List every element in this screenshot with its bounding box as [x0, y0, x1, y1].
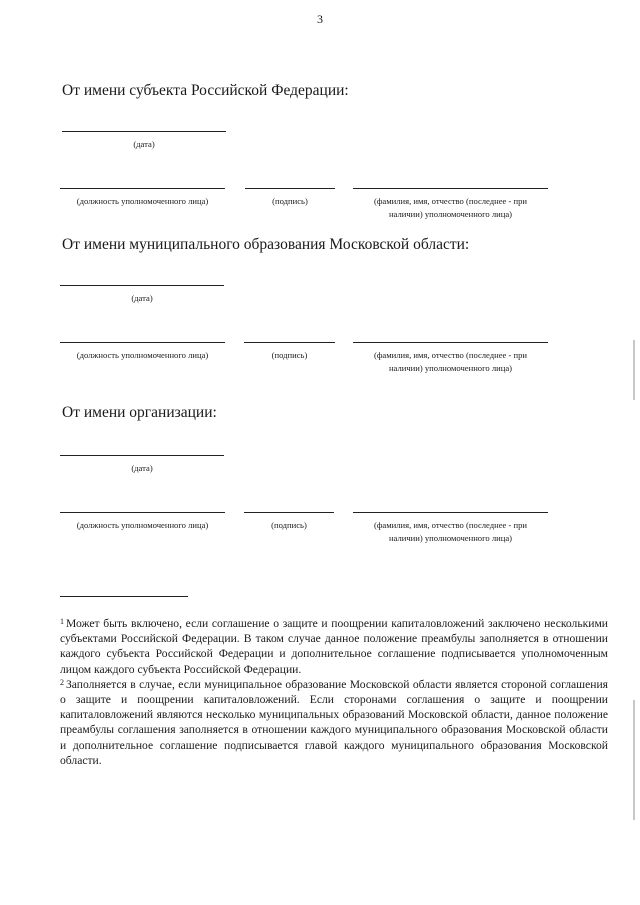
footnote-marker: 2	[60, 677, 64, 687]
date-line	[62, 131, 226, 132]
position-caption: (должность уполномоченного лица)	[76, 520, 209, 530]
date-line	[60, 285, 224, 286]
position-line	[60, 188, 225, 189]
name-caption-line2: наличии) уполномоченного лица)	[388, 533, 513, 543]
scan-artifact	[633, 340, 635, 400]
position-line	[60, 512, 225, 513]
footnote-separator	[60, 596, 188, 597]
date-caption: (дата)	[131, 463, 153, 473]
footnote-text: Может быть включено, если соглашение о защите и поощрении капиталовложений заключено несколькими субъектами Российской Федерации. В таком случае данное положение преамбулы заполняется в отношении каждого субъекта Российской Федерации и дополнительное соглашение подписывается уполномоченным лицом каждого субъекта Российской Федерации.	[60, 617, 608, 676]
date-line	[60, 455, 224, 456]
section-heading-organization: От имени организации:	[62, 404, 217, 421]
signature-line	[244, 512, 334, 513]
name-line	[353, 342, 548, 343]
footnote-1	[60, 616, 608, 677]
footnote-text: Заполняется в случае, если муниципальное образование Московской области является стороной соглашения о защите и поощрении капиталовложений. Если сторонами соглашения о защите и поощрении капиталовложений являются несколько муниципальных образований Московской области, данное положение преамбулы соглашения заполняется в отношении каждого муниципального образования Московской области и дополнительное соглашение подписывается главой каждого муниципального образования Московской области.	[60, 677, 608, 767]
section-heading-subject: От имени субъекта Российской Федерации:	[62, 82, 349, 99]
signature-line	[245, 188, 335, 189]
signature-caption: (подпись)	[272, 196, 308, 206]
page-number: 3	[317, 12, 323, 26]
name-line	[353, 188, 548, 189]
position-line	[60, 342, 225, 343]
name-caption-line1: (фамилия, имя, отчество (последнее - при	[373, 520, 528, 530]
signature-caption: (подпись)	[271, 350, 308, 360]
name-caption-line1: (фамилия, имя, отчество (последнее - при	[373, 350, 528, 360]
scan-artifact	[633, 700, 635, 820]
position-caption: (должность уполномоченного лица)	[76, 196, 209, 206]
name-caption-line2: наличии) уполномоченного лица)	[388, 363, 513, 373]
name-line	[353, 512, 548, 513]
footnote-marker: 1	[60, 617, 64, 626]
signature-caption: (подпись)	[271, 520, 307, 530]
signature-line	[244, 342, 335, 343]
position-caption: (должность уполномоченного лица)	[76, 350, 209, 360]
footnote-2	[60, 677, 608, 768]
section-heading-municipal: От имени муниципального образования Московской области:	[62, 236, 470, 253]
date-caption: (дата)	[131, 293, 153, 303]
name-caption-line1: (фамилия, имя, отчество (последнее - при	[373, 196, 528, 206]
name-caption-line2: наличии) уполномоченного лица)	[388, 209, 513, 219]
date-caption: (дата)	[133, 139, 155, 149]
footnotes	[60, 616, 608, 768]
